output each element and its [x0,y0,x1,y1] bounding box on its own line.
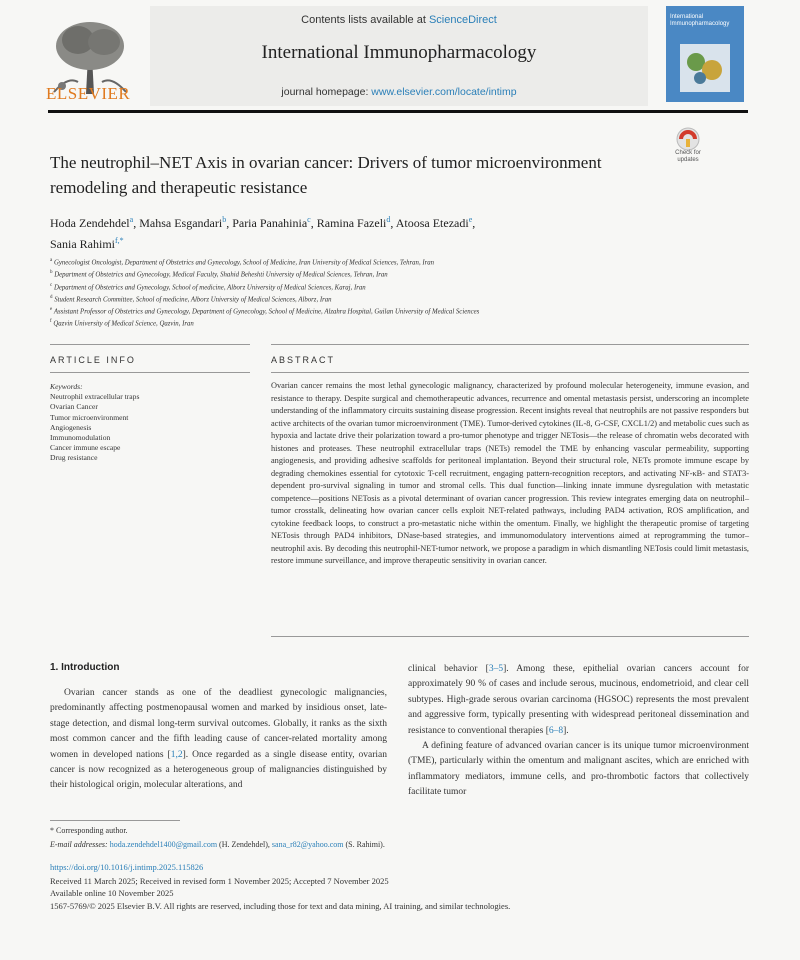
corresponding-author-note: * Corresponding author. [50,826,128,835]
journal-title: International Immunopharmacology [261,42,537,63]
body-column-left [50,686,387,794]
citation-link[interactable]: 1,2 [170,749,183,760]
paragraph: Ovarian cancer stands as one of the deadliest gynecologic malignancies, predominantly affecting postmenopausal women and marked by insidious onset, late-stage detection, and dismal long-term survival outcomes. Globally, it ranks as the sixth most common cancer and the fifth leading cause of cancer-related mortality among women in developed nations [1,2]. Once regarded as a single disease entity, ovarian cancer is now recognized as a heterogeneous group of malignancies distinguished by their histological origin, molecular alterations, and [50,688,387,791]
abstract-rule-end [271,636,749,637]
email-addresses: E-mail addresses: hoda.zendehdel1400@gmail.com (H. Zendehdel), sana_r82@yahoo.com (S. Rahimi). [50,840,385,849]
keyword: Immunomodulation [50,433,111,443]
article-info-label: ARTICLE INFO [50,355,136,365]
keyword: Drug resistance [50,453,98,463]
paragraph: A defining feature of advanced ovarian cancer is its unique tumor microenvironment (TME), particularly within the omentum and malignant ascites, which are enriched with inflammatory mediators, immune cells, and pro-thrombotic factors that collectively facilitate tumor [408,741,749,798]
author[interactable]: Sania Rahimi$^{f,*}$ [50,236,124,251]
author[interactable]: Hoda Zendehdel$^a$ [50,215,134,230]
affiliation: $^a$ Gynecologist Oncologist, Department of Obstetrics and Gynecology, School of Medicine, Iran University of Medical Sciences, Tehran, Iran [50,258,435,267]
affiliations [50,256,750,330]
sciencedirect-link[interactable]: ScienceDirect [428,14,497,26]
keyword: Tumor microenvironment [50,412,129,422]
contents-line: Contents lists available at ScienceDirect [301,14,497,26]
paragraph: clinical behavior [3–5]. Among these, epithelial ovarian cancers account for approximately 90 % of cases and include serous, mucinous, endometrioid, and clear cell subtypes. High-grade serous ovarian carcinoma (HGSOC) represents the most prevalent and aggressive form, typically presenting with widespread peritoneal dissemination and resistance to conventional therapies [6–8]. [408,664,749,736]
section-heading-introduction: 1. Introduction [50,662,120,673]
citation-link[interactable]: 3–5 [488,664,504,674]
footnote-rule [50,820,180,821]
email-link[interactable]: hoda.zendehdel1400@gmail.com [109,840,218,849]
affiliation: $^e$ Assistant Professor of Obstetrics and Gynecology, Department of Gynecology, School of Medicine, Alzahra Hospital, Guilan University of Medical Sciences [50,307,480,316]
affiliation: $^f$ Qazvin University of Medical Science, Qazvin, Iran [50,319,194,328]
check-for-updates-label: Check for updates [675,150,701,163]
affiliation: $^b$ Department of Obstetrics and Gynecology, Medical Faculty, Shahid Beheshti University of Medical Sciences, Tehran, Iran [50,270,388,279]
abstract-rule-top [271,344,749,345]
affiliation: $^d$ Student Research Committee, School of medicine, Alborz University of Medical Sciences, Alborz, Iran [50,294,332,304]
email-link[interactable]: sana_r82@yahoo.com [271,840,344,849]
cover-title: International Immunopharmacology [670,14,730,27]
author-list: Hoda Zendehdel$^a$, Mahsa Esgandari$^b$, Paria Panahinia$^c$, Ramina Fazeli$^d$, Atoosa Etezadi$^e$, Sania Rahimi$^{f,*}$ [50,215,476,251]
keyword: Ovarian Cancer [50,402,98,412]
author[interactable]: Paria Panahinia$^c$ [232,215,311,230]
header-rule [48,110,748,113]
keywords-heading: Keywords: [50,382,83,391]
article-info-rule-bottom [50,372,250,373]
copyright: 1567-5769/© 2025 Elsevier B.V. All rights are reserved, including those for text and data mining, AI training, and similar technologies. [50,900,511,911]
body-column-right [408,662,749,801]
keyword: Neutrophil extracellular traps [50,392,140,402]
article-info-rule-top [50,344,250,345]
author[interactable]: Atoosa Etezadi$^e$ [395,215,473,230]
author[interactable]: Mahsa Esgandari$^b$ [139,215,227,230]
paper-title: The neutrophil–NET Axis in ovarian cancer: Drivers of tumor microenvironment remodeling and therapeutic resistance [50,153,602,197]
doi-link[interactable]: https://doi.org/10.1016/j.intimp.2025.115826 [50,862,204,872]
affiliation: $^c$ Department of Obstetrics and Gynecology, School of medicine, Alborz University of Medical Sciences, Karaj, Iran [50,282,366,291]
cover-illustration [676,40,734,96]
keyword: Cancer immune escape [50,443,121,453]
abstract-rule-bottom [271,372,749,373]
journal-homepage: journal homepage: www.elsevier.com/locate/intimp [281,86,517,98]
keywords [50,382,250,464]
author[interactable]: Ramina Fazeli$^d$ [316,215,391,230]
online-date: Available online 10 November 2025 [50,888,174,899]
abstract-label: ABSTRACT [271,355,336,365]
abstract-text: Ovarian cancer remains the most lethal gynecologic malignancy, characterized by profound molecular heterogeneity, immune evasion, and resistance to therapy. Despite surgical and chemotherapeutic advances, recurrence and omental metastasis persist, underscoring an incomplete understanding of the inflammatory circuits sustaining disease progression. Recent insights reveal that neutrophils are not passive responders but active architects of the ovarian tumor microenvironment (TME). Tumor-derived cytokines (IL-8, G-CSF, CXCL1/2) and metabolic cues such as hypoxia and lactate drive their polarization toward a pro-tumor phenotype and trigger NETosis—the release of chromatin webs decorated with histones and proteases. These neutrophil extracellular traps (NETs) remodel the TME by enhancing vascular permeability, supporting angiogenesis, and providing adhesive scaffolds for peritoneal implantation. Beyond their structural role, NETs promote immune escape by degrading chemokines essential for cytotoxic T-cell recruitment, engaging pattern-recognition receptors, and activating NF-κB- and STAT3-dependent pro-survival signaling in tumor and stromal cells. This dual function—linking innate immune dysregulation with metastatic competence—positions NETosis as a pivotal determinant of ovarian cancer progression. This review integrates emerging data on neutrophil–tumor crosstalk, delineating how ovarian cancer cells exploit NET-related pathways, including PAD4 activation, ROS amplification, and cytokine feedback loops, to construct a pro-metastatic niche within the omentum. Finally, we highlight the therapeutic promise of targeting NETosis through PAD4 inhibitors, DNase-based strategies, and immunomodulatory interventions aimed at reprogramming the tumor–neutrophil axis. By decoding this neutrophil-NET-tumor network, we propose a paradigm in which dismantling NETosis could limit metastasis, restore immune surveillance, and improve therapeutic sensitivity in ovarian cancer. [271,381,749,565]
publisher-name: ELSEVIER [46,84,131,103]
journal-cover-image [666,6,744,102]
keyword: Angiogenesis [50,422,92,432]
publication-dates [50,875,510,912]
citation-link[interactable]: 6–8 [548,725,564,736]
received-dates: Received 11 March 2025; Received in revised form 1 November 2025; Accepted 7 November 2025 [50,876,389,886]
homepage-link[interactable]: www.elsevier.com/locate/intimp [371,86,517,98]
